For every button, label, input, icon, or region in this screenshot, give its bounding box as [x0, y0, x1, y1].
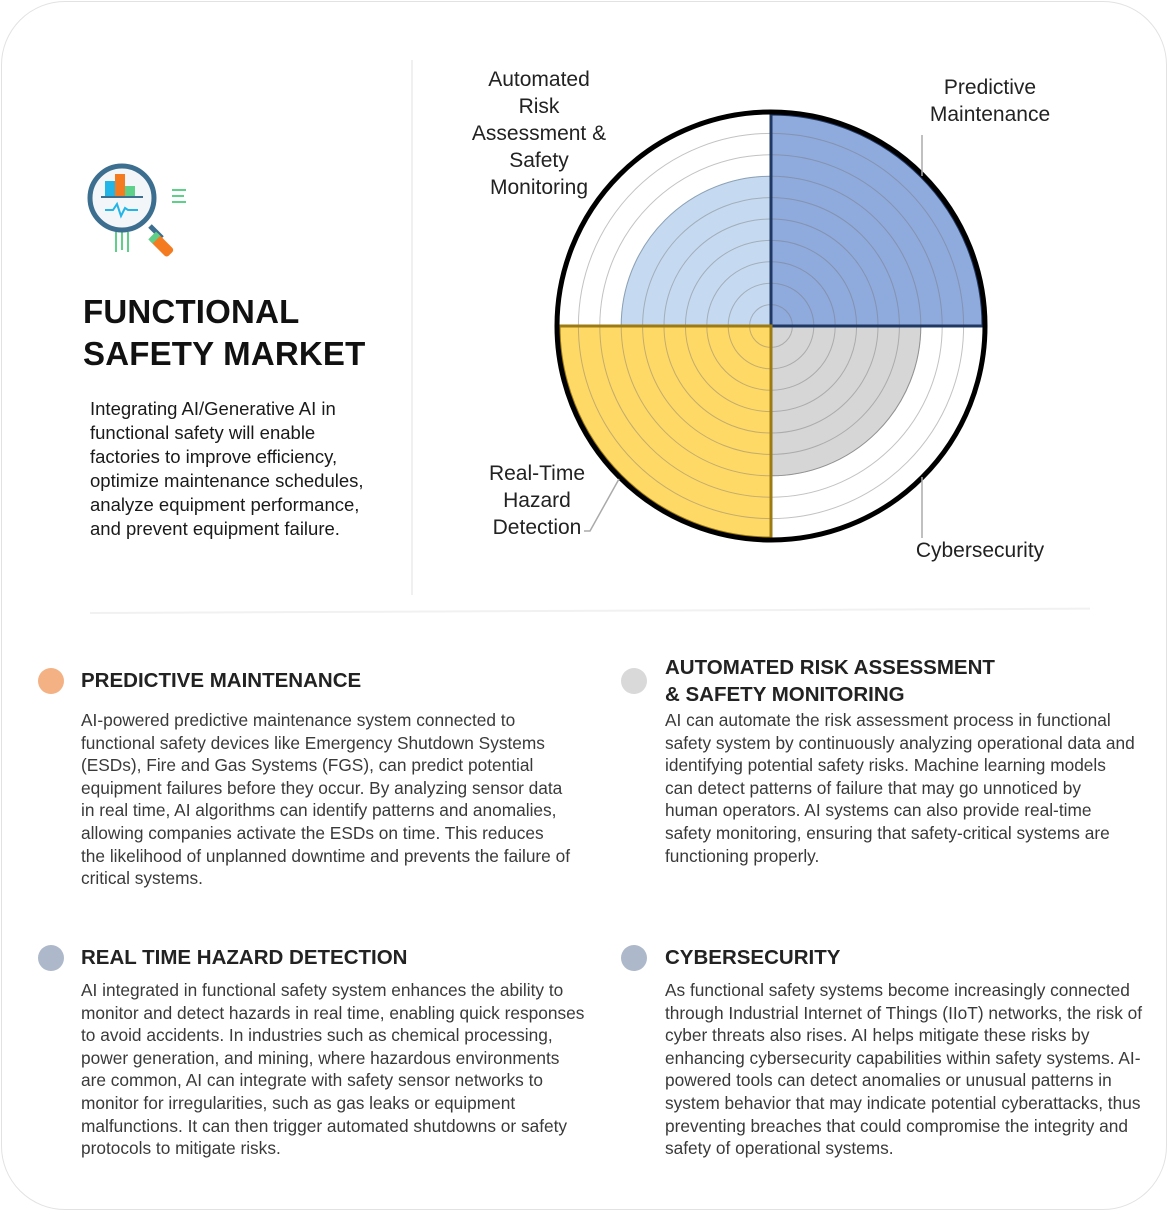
label-line: Detection	[492, 516, 582, 539]
label-line: Safety	[509, 149, 569, 172]
bullet-dot	[38, 945, 64, 971]
bullet-dot	[621, 945, 647, 971]
title-line-1: FUNCTIONAL	[83, 293, 300, 330]
section-body: As functional safety systems become increasingly connected through Industrial Internet of Things (IIoT) networks, the risk of cyber threats also rises. AI helps mitigate these risks by enhancing cybersecurity capabilities within safety systems. AI-powered tools can detect anomalies or unusual patterns in system behavior that may indicate potential cyberattacks, thus preventing breaches that could compromise the integrity and safety of operational systems.	[665, 980, 1143, 1159]
chart-label-cybersecurity	[895, 537, 1065, 564]
label-line: Maintenance	[929, 103, 1051, 126]
title-line: AUTOMATED RISK ASSESSMENT	[665, 656, 995, 679]
title-line-2: SAFETY MARKET	[83, 335, 366, 372]
wedge-automated-risk-assessment	[621, 176, 771, 326]
label-line: Hazard	[503, 489, 571, 512]
label-line: Real-Time	[488, 462, 586, 485]
section-body: AI integrated in functional safety system enhances the ability to monitor and detect hazards in real time, enabling quick responses to avoid accidents. In industries such as chemical processing, power generation, and mining, where hazardous environments are common, AI can integrate with safety sensor networks to monitor for irregularities, such as gas leaks or equipment malfunctions. It can then trigger automated shutdowns or safety protocols to mitigate risks.	[81, 980, 585, 1159]
label-line: Risk	[518, 95, 560, 118]
section-title	[665, 654, 995, 708]
section-title: PREDICTIVE MAINTENANCE	[81, 669, 362, 692]
chart-label-predictive-maintenance	[905, 74, 1075, 128]
label-line: Cybersecurity	[915, 539, 1045, 562]
chart-label-automated-risk-assessment	[459, 66, 619, 201]
bullet-dot	[621, 668, 647, 694]
label-line: Assessment &	[471, 122, 607, 145]
section-title: REAL TIME HAZARD DETECTION	[81, 946, 408, 969]
section-title: CYBERSECURITY	[665, 946, 841, 969]
label-line: Monitoring	[489, 176, 589, 199]
intro-text: Integrating AI/Generative AI in functional safety will enable factories to improve efficiency, optimize maintenance schedules, analyze equipment performance, and prevent equipment failure.	[90, 398, 364, 539]
section-body: AI can automate the risk assessment process in functional safety system by continuously analyzing operational data and identifying potential safety risks. Machine learning models can detect patterns of failure that may go unnoticed by human operators. AI systems can also provide real-time safety monitoring, ensuring that safety-critical systems are functioning properly.	[665, 710, 1135, 866]
title-line: & SAFETY MONITORING	[665, 683, 905, 706]
label-line: Predictive	[943, 76, 1037, 99]
chart-label-real-time-hazard-detection	[467, 460, 607, 541]
label-line: Automated	[488, 68, 590, 91]
bullet-dot	[38, 668, 64, 694]
section-body: AI-powered predictive maintenance system connected to functional safety devices like Emergency Shutdown Systems (ESDs), Fire and Gas Systems (FGS), can predict potential equipment failures before they occur. By analyzing sensor data in real time, AI algorithms can identify patterns and anomalies, allowing companies activate the ESDs on time. This reduces the likelihood of unplanned downtime and prevents the failure of critical systems.	[81, 710, 571, 889]
wedge-cybersecurity	[771, 326, 921, 476]
